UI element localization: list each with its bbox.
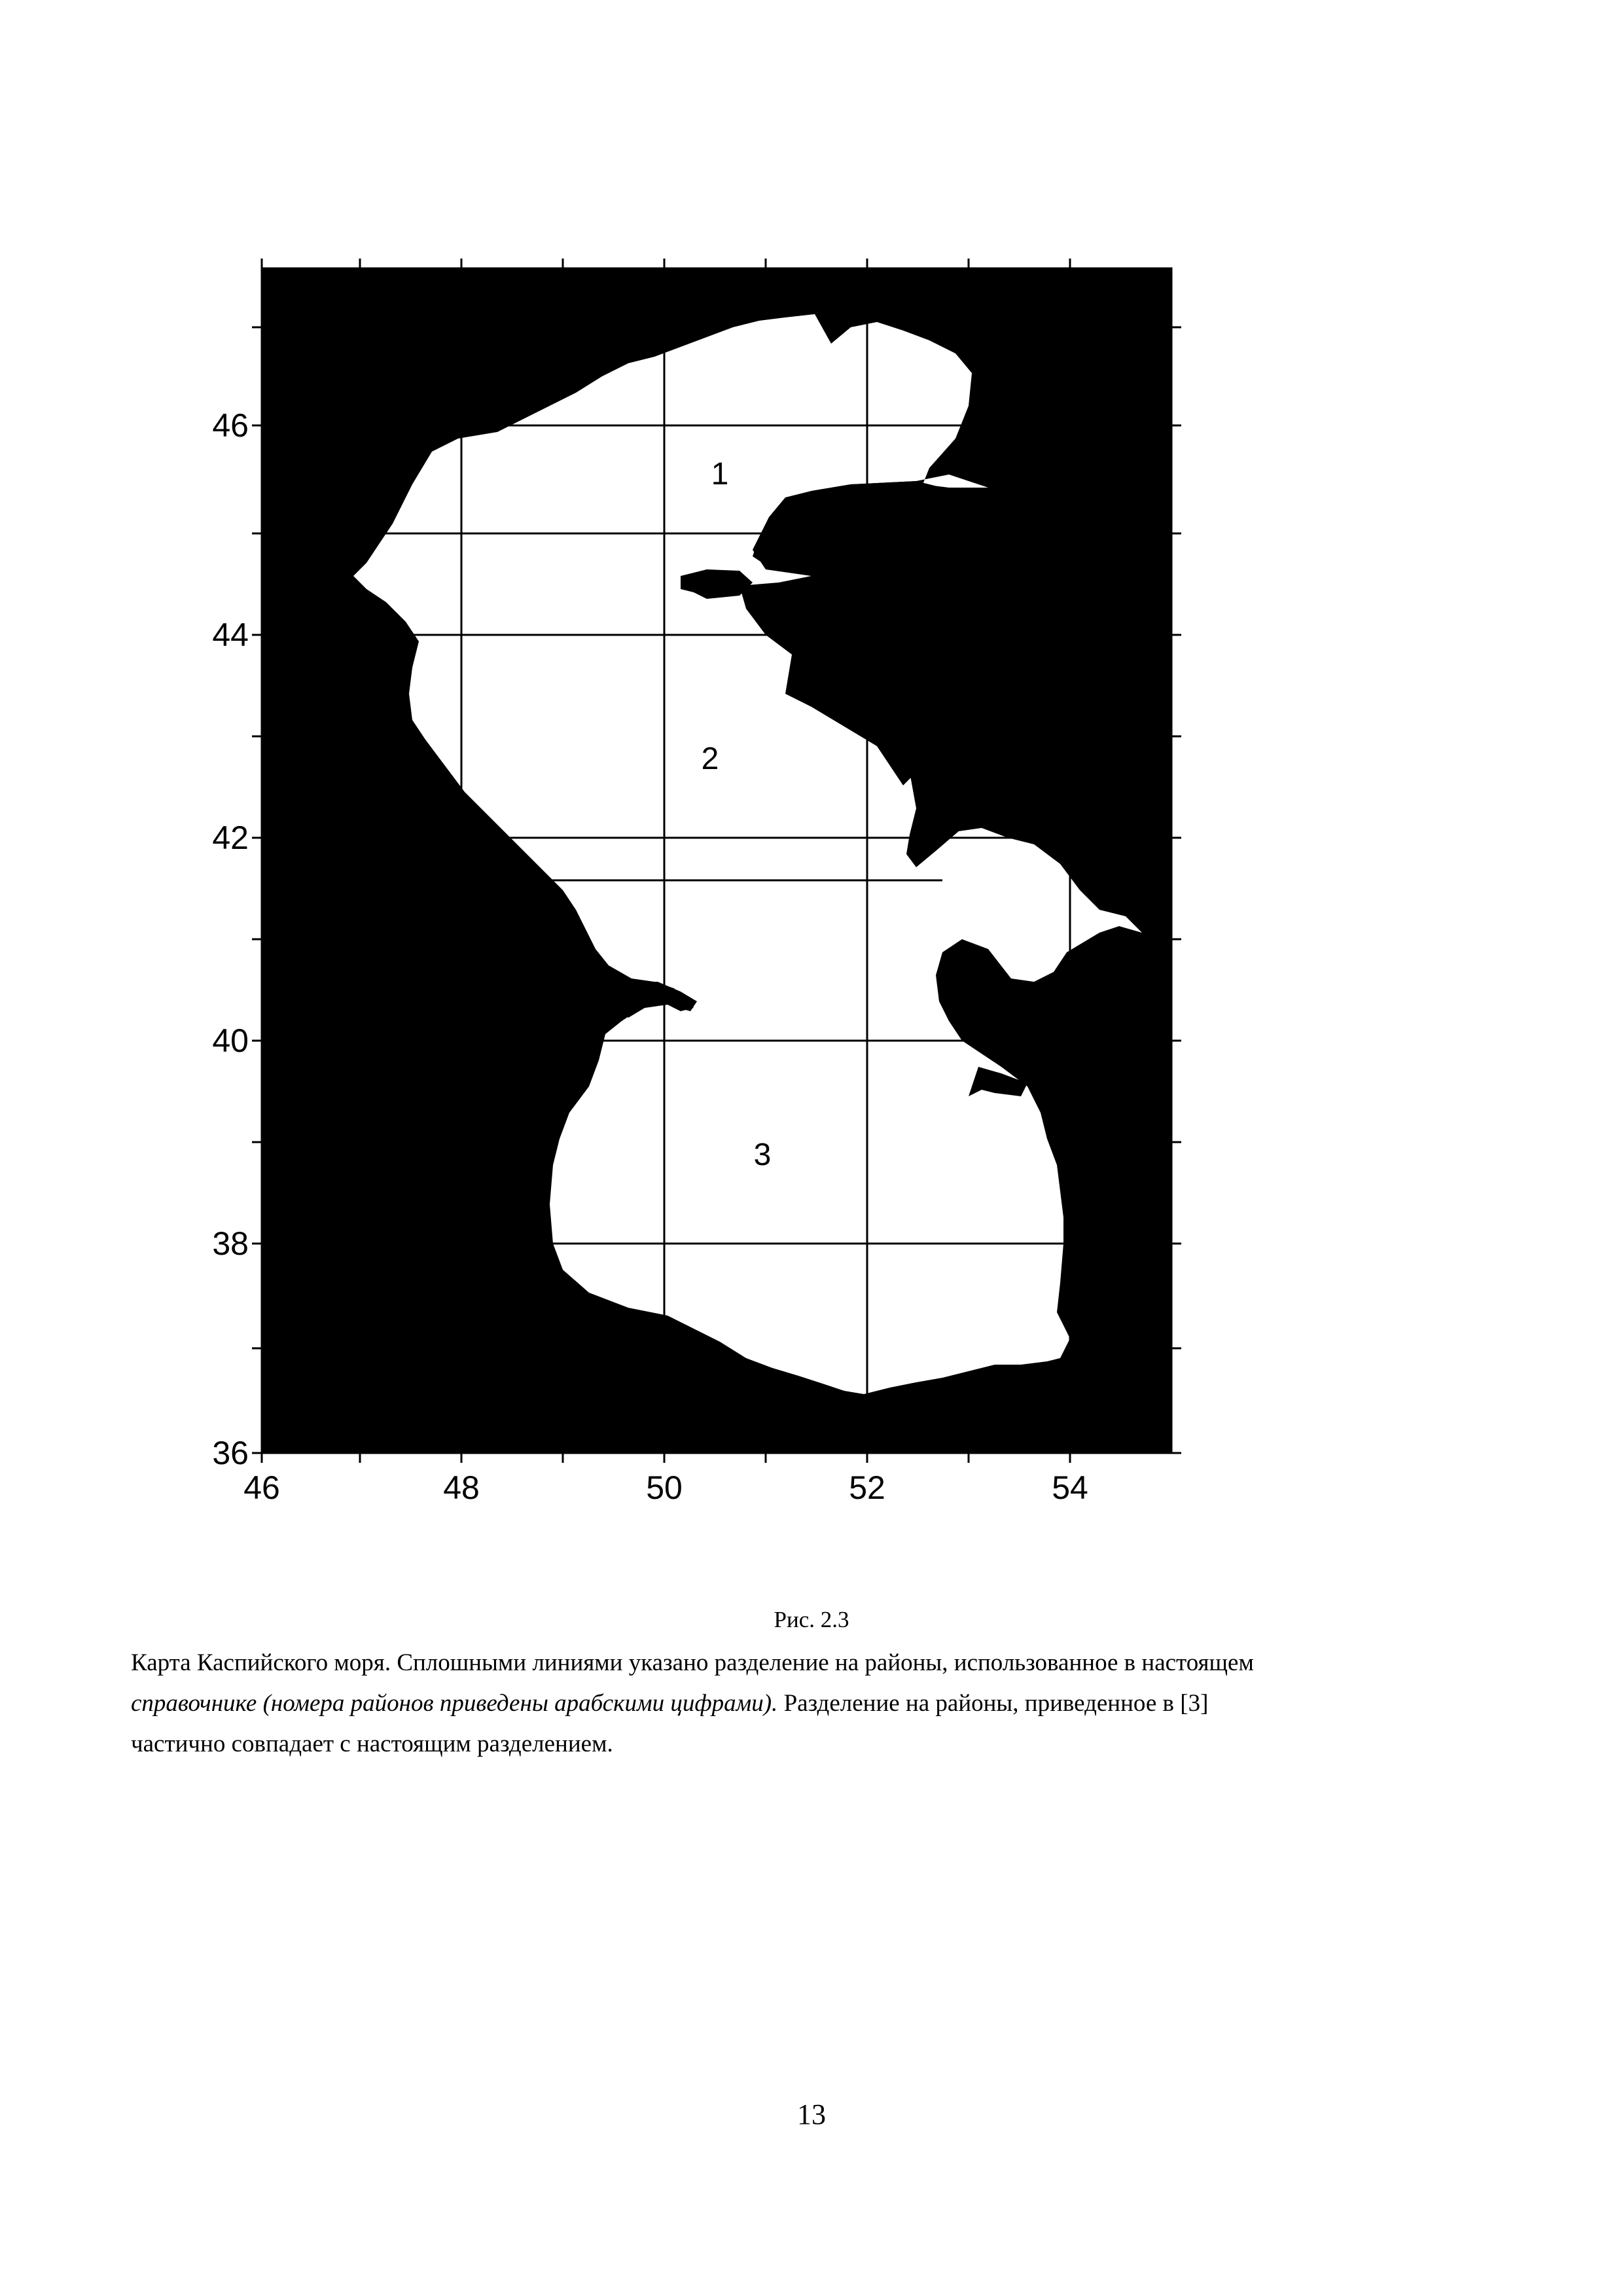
- x-tick-label: 54: [1052, 1469, 1088, 1506]
- caption-rest-text: Разделение на районы, приведенное в [3]: [777, 1690, 1209, 1717]
- y-tick-label: 40: [212, 1022, 249, 1059]
- figure-caption: [131, 1643, 1492, 1765]
- caption-line-2: [131, 1683, 1492, 1724]
- y-tick-label: 42: [212, 819, 249, 856]
- y-tick-label: 36: [212, 1435, 249, 1471]
- x-tick-label: 52: [849, 1469, 885, 1506]
- y-tick-label: 38: [212, 1225, 249, 1262]
- caption-line-1: Карта Каспийского моря. Сплошными линиями указано разделение на районы, использованное в настоящем: [131, 1649, 1254, 1676]
- figure-caption-title: Рис. 2.3: [774, 1607, 849, 1632]
- x-tick-label: 48: [443, 1469, 480, 1506]
- caption-italic-text: справочнике (номера районов приведены арабскими цифрами).: [131, 1690, 778, 1717]
- y-tick-label: 46: [212, 407, 249, 444]
- page-number: 13: [797, 2098, 826, 2130]
- y-tick-label: 44: [212, 617, 249, 653]
- x-tick-label: 50: [646, 1469, 683, 1506]
- region-label-3: 3: [753, 1138, 772, 1172]
- x-tick-label: 46: [243, 1469, 280, 1506]
- caption-line-3: частично совпадает с настоящим разделением.: [131, 1731, 613, 1757]
- region-label-1: 1: [711, 457, 729, 492]
- region-label-2: 2: [701, 742, 719, 776]
